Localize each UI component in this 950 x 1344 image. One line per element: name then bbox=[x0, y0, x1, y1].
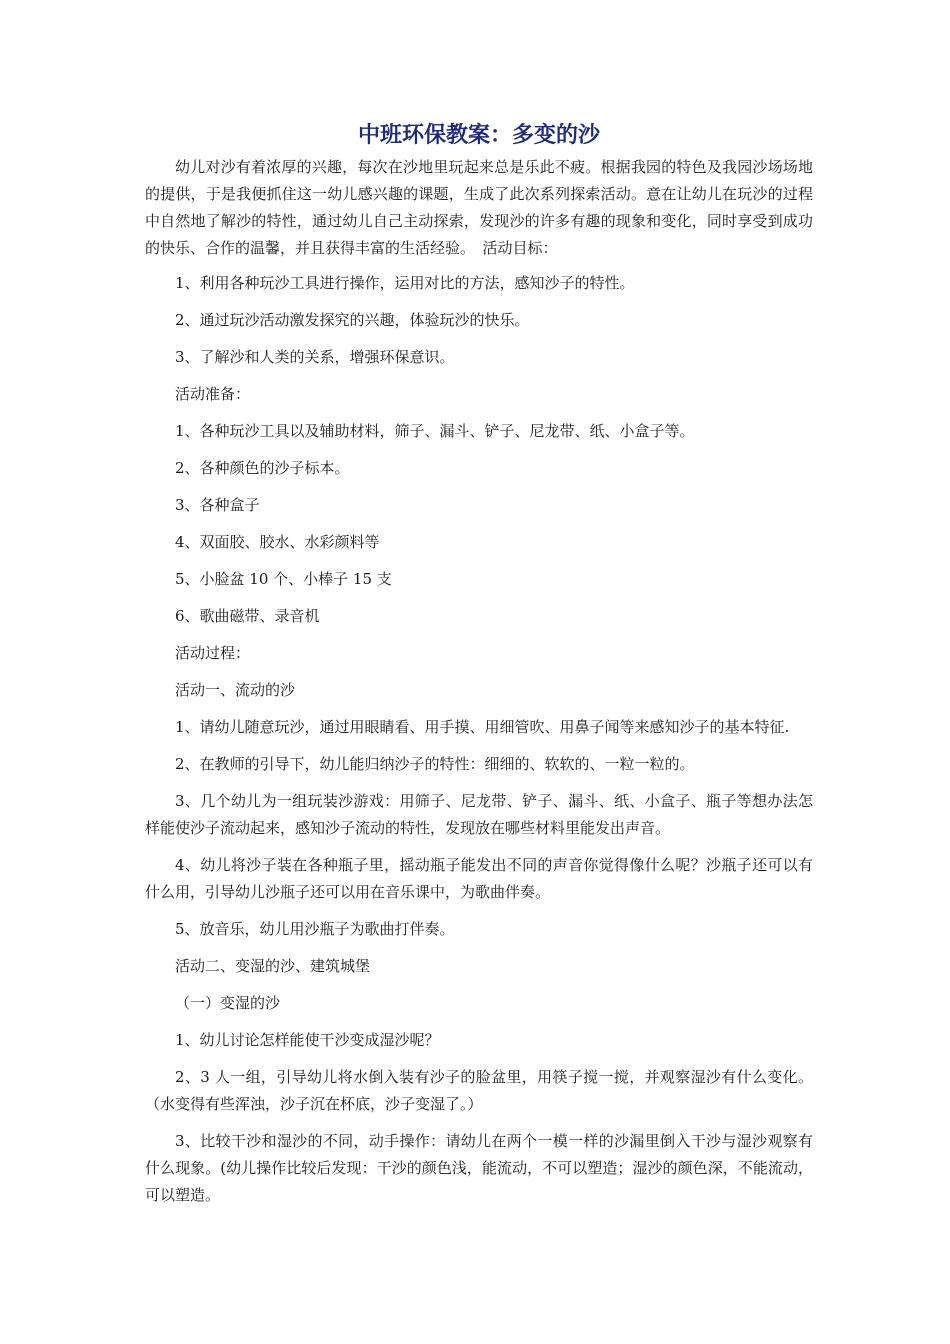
activity-1-step-1: 1、请幼儿随意玩沙，通过用眼睛看、用手摸、用细管吹、用鼻子闻等来感知沙子的基本特征. bbox=[175, 718, 790, 736]
document-page bbox=[145, 118, 813, 1219]
activity-2-step-1: 1、幼儿讨论怎样能使干沙变成湿沙呢？ bbox=[175, 1031, 440, 1049]
activity-1-step-3: 3、几个幼儿为一组玩装沙游戏：用筛子、尼龙带、铲子、漏斗、纸、小盒子、瓶子等想办法怎样能使沙子流动起来，感知沙子流动的特性，发现放在哪些材料里能发出声音。 bbox=[145, 792, 813, 837]
prep-2: 2、各种颜色的沙子标本。 bbox=[175, 459, 350, 477]
section-heading-process: 活动过程： bbox=[175, 644, 251, 662]
goal-2: 2、通过玩沙活动激发探究的兴趣，体验玩沙的快乐。 bbox=[175, 311, 530, 329]
activity-1-step-4: 4、幼儿将沙子装在各种瓶子里，摇动瓶子能发出不同的声音你觉得像什么呢？沙瓶子还可以有什么用，引导幼儿沙瓶子还可以用在音乐课中，为歌曲伴奏。 bbox=[145, 856, 813, 901]
prep-4: 4、双面胶、胶水、水彩颜料等 bbox=[175, 533, 380, 551]
activity-2-step-2: 2、3 人一组，引导幼儿将水倒入装有沙子的脸盆里，用筷子搅一搅，并观察湿沙有什么变化。（水变得有些浑浊，沙子沉在杯底，沙子变湿了。） bbox=[145, 1068, 813, 1113]
goal-1: 1、利用各种玩沙工具进行操作，运用对比的方法，感知沙子的特性。 bbox=[175, 274, 635, 292]
activity-1-heading: 活动一、流动的沙 bbox=[175, 681, 296, 699]
activity-2-step-3: 3、比较干沙和湿沙的不同，动手操作：请幼儿在两个一模一样的沙漏里倒入干沙与湿沙观察有什么现象。(幼儿操作比较后发现：干沙的颜色浅，能流动，不可以塑造；湿沙的颜色深，不能流动，可以塑造。 bbox=[145, 1132, 813, 1204]
prep-5: 5、小脸盆 10 个、小棒子 15 支 bbox=[175, 570, 392, 588]
activity-2-sub-heading: （一）变湿的沙 bbox=[175, 994, 281, 1012]
prep-3: 3、各种盒子 bbox=[175, 496, 260, 514]
activity-1-step-5: 5、放音乐，幼儿用沙瓶子为歌曲打伴奏。 bbox=[175, 920, 455, 938]
prep-6: 6、歌曲磁带、录音机 bbox=[175, 607, 320, 625]
document-title: 中班环保教案：多变的沙 bbox=[357, 122, 600, 148]
activity-2-heading: 活动二、变湿的沙、建筑城堡 bbox=[175, 957, 371, 975]
intro-paragraph: 幼儿对沙有着浓厚的兴趣，每次在沙地里玩起来总是乐此不疲。根据我园的特色及我园沙场场地的提供，于是我便抓住这一幼儿感兴趣的课题，生成了此次系列探索活动。意在让幼儿在玩沙的过程中自然地了解沙的特性，通过幼儿自己主动探索，发现沙的许多有趣的现象和变化，同时享受到成功的快乐、合作的温馨，并且获得丰富的生活经验。 活动目标： bbox=[145, 158, 813, 257]
prep-1: 1、各种玩沙工具以及辅助材料，筛子、漏斗、铲子、尼龙带、纸、小盒子等。 bbox=[175, 422, 695, 440]
goal-3: 3、了解沙和人类的关系，增强环保意识。 bbox=[175, 348, 455, 366]
section-heading-preparation: 活动准备： bbox=[175, 385, 251, 403]
activity-1-step-2: 2、在教师的引导下，幼儿能归纳沙子的特性：细细的、软软的、一粒一粒的。 bbox=[175, 755, 695, 773]
